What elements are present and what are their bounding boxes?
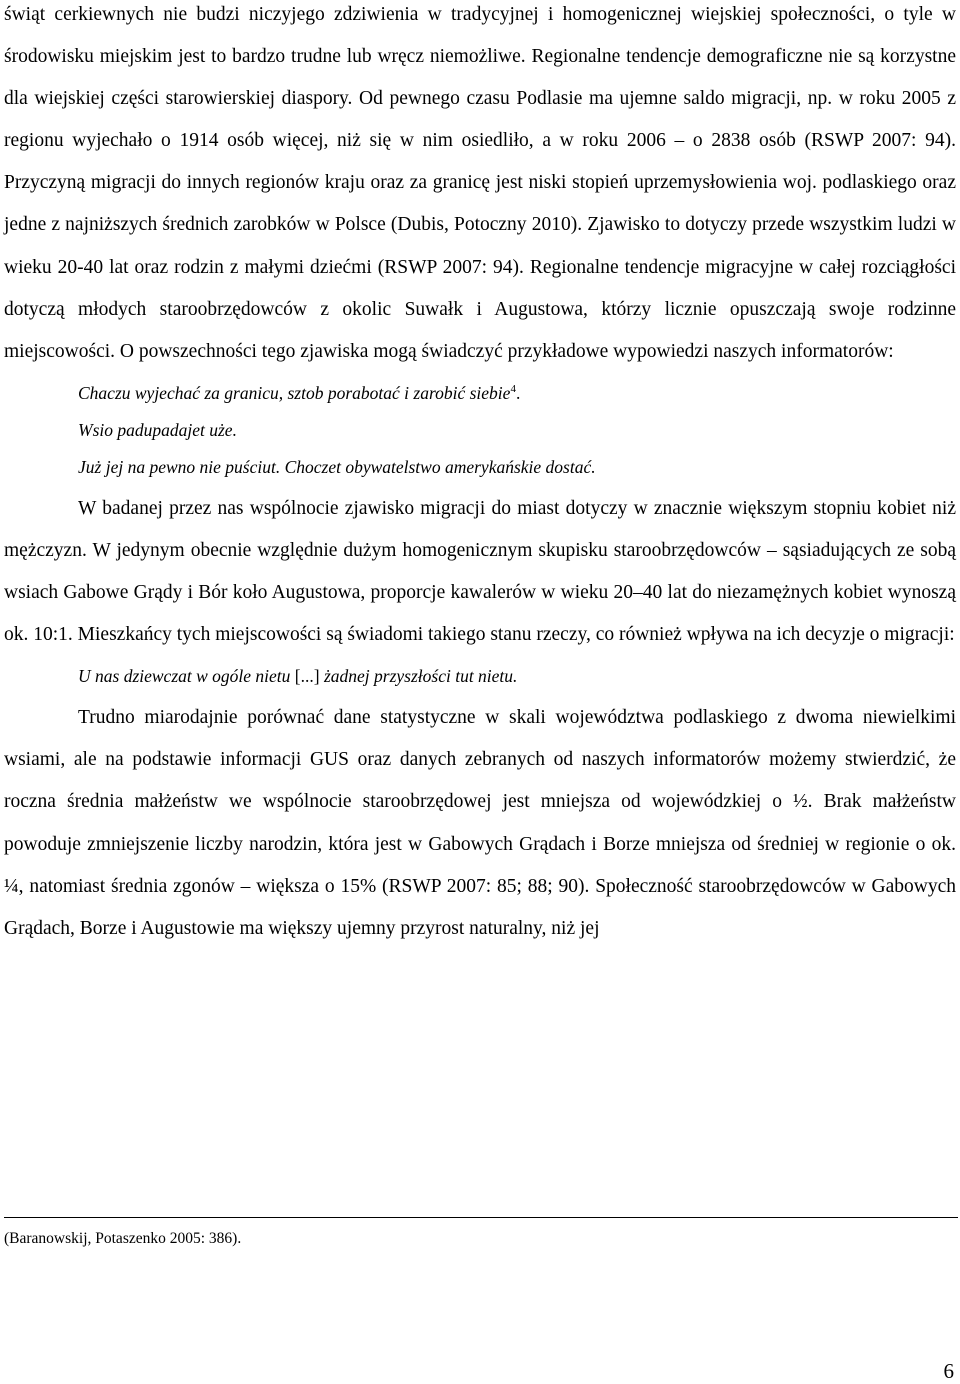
footnote-separator: [4, 1217, 958, 1218]
informant-quote-3: Już jej na pewno nie puściut. Choczet obywatelstwo amerykańskie dostać.: [78, 456, 596, 477]
page-number: 6: [943, 1359, 954, 1383]
footnote-reference: 4: [510, 382, 516, 395]
paragraph-women-migration: W badanej przez nas wspólnocie zjawisko migracji do miast dotyczy w znacznie większym stopniu kobiet niż mężczyzn. W jedynym obecnie względnie dużym homogenicznym skupisku staroobrzędowców – sąsiadujących ze sobą wsiach Gabowe Grądy i Bór koło Augustowa, proporcje kawalerów w wieku 20–40 lat do niezamężnych kobiet wynoszą ok. 10:1. Mieszkańcy tych miejscowości są świadomi takiego stanu rzeczy, co również wpływa na ich decyzje o migracji:: [4, 497, 956, 646]
paragraph-statistics: Trudno miarodajnie porównać dane statystyczne w skali województwa podlaskiego z dwoma niewielkimi wsiami, ale na podstawie informacji GUS oraz danych zebranych od naszych informatorów możemy stwierdzić, że roczna średnia małżeństw we wspólnocie staroobrzędowej jest mniejsza od wojewódzkiej o ½. Brak małżeństw powoduje zmniejszenie liczby narodzin, która jest w Gabowych Grądach i Borze mniejsza od średniej w regionie o ok. ¼, natomiast średnia zgonów – większa o 15% (RSWP 2007: 85; 88; 90). Społeczność staroobrzędowców w Gabowych Grądach, Borze i Augustowie ma większy ujemny przyrost naturalny, niż jej: [4, 707, 956, 939]
informant-quotes-group: [4, 375, 956, 486]
footnote-text: (Baranowskij, Potaszenko 2005: 386).: [4, 1230, 242, 1247]
informant-quote-4-part-b: żadnej przyszłości tut nietu.: [319, 666, 518, 687]
quote-end-period: .: [515, 382, 521, 403]
informant-quote-2: Wsio padupadajet uże.: [78, 419, 237, 440]
quote-ellipsis: [...]: [294, 666, 320, 687]
informant-quote-4-part-a: U nas dziewczat w ogóle nietu: [78, 666, 295, 687]
informant-quote-1-text: Chaczu wyjechać za granicu, sztob porabotać i zarobić siebie: [78, 382, 511, 403]
page-body: [4, 0, 956, 950]
informant-quote-1: [4, 375, 956, 412]
paragraph-migration-trends: świąt cerkiewnych nie budzi niczyjego zdziwienia w tradycyjnej i homogenicznej wiejskiej społeczności, o tyle w środowisku miejskim jest to bardzo trudne lub wręcz niemożliwe. Regionalne tendencje demograficzne nie są korzystne dla wiejskiej części starowierskiej diaspory. Od pewnego czasu Podlasie ma ujemne saldo migracji, np. w roku 2005 z regionu wyjechało o 1914 osób więcej, niż się w nim osiedliło, a w roku 2006 – o 2838 osób (RSWP 2007: 94). Przyczyną migracji do innych regionów kraju oraz za granicę jest niski stopień uprzemysłowienia woj. podlaskiego oraz jedne z najniższych średnich zarobków w Polsce (Dubis, Potoczny 2010). Zjawisko to dotyczy przede wszystkim ludzi w wieku 20-40 lat oraz rodzin z małymi dziećmi (RSWP 2007: 94). Regionalne tendencje migracyjne w całej rozciągłości dotyczą młodych staroobrzędowców z okolic Suwałk i Augustowa, którzy licznie opuszczają swoje rodzinne miejscowości. O powszechności tego zjawiska mogą świadczyć przykładowe wypowiedzi naszych informatorów:: [4, 4, 956, 362]
informant-quotes-group-2: [4, 658, 956, 695]
informant-quote-4: [4, 658, 956, 695]
